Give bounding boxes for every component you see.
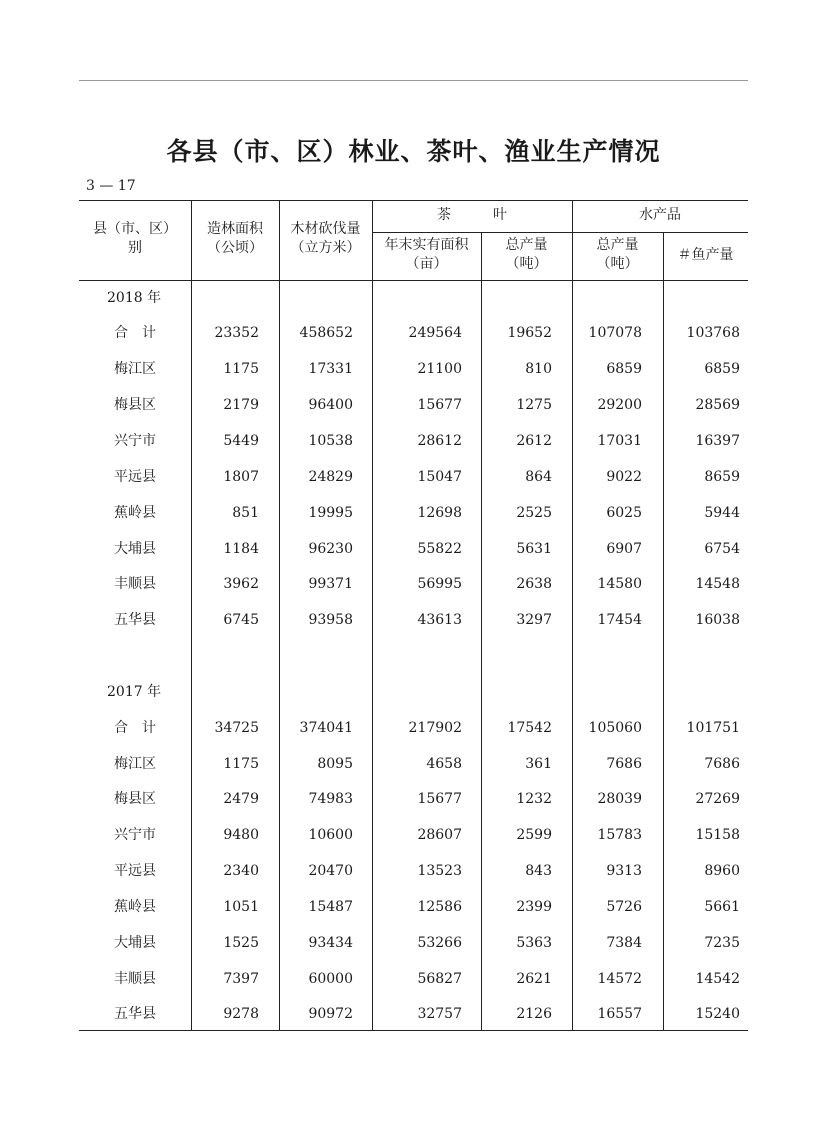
value-cell: 843 <box>525 863 552 879</box>
value-cell: 14572 <box>597 971 642 987</box>
year-label: 2018 年 <box>107 290 162 306</box>
table-row <box>79 933 748 953</box>
value-cell: 8095 <box>317 756 353 772</box>
header-text-line: 县（市、区） <box>93 221 177 237</box>
value-cell: 2599 <box>516 827 552 843</box>
value-cell: 6754 <box>704 541 740 557</box>
value-cell: 56995 <box>417 576 462 592</box>
header-aquatic-group: 水产品 <box>639 207 681 223</box>
value-cell: 810 <box>525 361 552 377</box>
value-cell: 14548 <box>695 576 740 592</box>
value-cell: 9278 <box>223 1006 259 1022</box>
value-cell: 13523 <box>417 863 462 879</box>
value-cell: 12586 <box>417 899 462 915</box>
value-cell: 29200 <box>597 397 642 413</box>
value-cell: 19995 <box>308 505 353 521</box>
header-text-line: 木材砍伐量 <box>290 221 361 237</box>
table-row <box>79 969 748 989</box>
table-row <box>79 897 748 917</box>
county-name-cell: 平远县 <box>114 863 156 879</box>
value-cell: 9022 <box>606 469 642 485</box>
county-name-cell: 大埔县 <box>114 935 156 951</box>
table-row <box>79 539 748 559</box>
table-row <box>79 323 748 343</box>
value-cell: 19652 <box>507 325 552 341</box>
county-name-cell: 五华县 <box>114 612 156 628</box>
value-cell: 6907 <box>606 541 642 557</box>
county-name-cell: 兴宁市 <box>114 433 156 449</box>
value-cell: 2179 <box>223 397 259 413</box>
value-cell: 16038 <box>695 612 740 628</box>
page-title: 各县（市、区）林业、茶叶、渔业生产情况 <box>166 137 661 166</box>
header-text-line: 总产量 <box>505 237 548 253</box>
value-cell: 17031 <box>597 433 642 449</box>
value-cell: 56827 <box>417 971 462 987</box>
value-cell: 1175 <box>223 756 259 772</box>
value-cell: 15158 <box>695 827 740 843</box>
section-year-row <box>79 682 748 702</box>
value-cell: 17331 <box>308 361 353 377</box>
value-cell: 107078 <box>588 325 642 341</box>
value-cell: 6025 <box>606 505 642 521</box>
table-number: 3 — 17 <box>86 178 136 194</box>
table-row <box>79 574 748 594</box>
value-cell: 99371 <box>308 576 353 592</box>
value-cell: 28607 <box>417 827 462 843</box>
value-cell: 43613 <box>417 612 462 628</box>
county-name-cell: 丰顺县 <box>114 576 156 592</box>
page-top-rule <box>79 80 748 81</box>
value-cell: 14542 <box>695 971 740 987</box>
county-name-cell: 梅县区 <box>114 791 156 807</box>
value-cell: 15240 <box>695 1006 740 1022</box>
value-cell: 2621 <box>516 971 552 987</box>
table-row <box>79 431 748 451</box>
value-cell: 2340 <box>223 863 259 879</box>
value-cell: 12698 <box>417 505 462 521</box>
value-cell: 28569 <box>695 397 740 413</box>
value-cell: 28039 <box>597 791 642 807</box>
value-cell: 3962 <box>223 576 259 592</box>
value-cell: 74983 <box>308 791 353 807</box>
value-cell: 1525 <box>223 935 259 951</box>
value-cell: 16557 <box>597 1006 642 1022</box>
table-row <box>79 503 748 523</box>
header-tea-area <box>372 236 481 274</box>
value-cell: 3297 <box>516 612 552 628</box>
value-cell: 17454 <box>597 612 642 628</box>
value-cell: 1275 <box>516 397 552 413</box>
header-text-line: 别 <box>128 240 142 256</box>
value-cell: 7686 <box>606 756 642 772</box>
table-row <box>79 395 748 415</box>
county-name-cell: 合 计 <box>114 720 156 736</box>
value-cell: 2479 <box>223 791 259 807</box>
value-cell: 217902 <box>408 720 462 736</box>
county-name-cell: 梅县区 <box>114 397 156 413</box>
value-cell: 4658 <box>426 756 462 772</box>
table-row <box>79 610 748 630</box>
value-cell: 28612 <box>417 433 462 449</box>
value-cell: 21100 <box>417 361 462 377</box>
table-row <box>79 1004 748 1024</box>
value-cell: 27269 <box>695 791 740 807</box>
county-name-cell: 蕉岭县 <box>114 899 156 915</box>
header-text-line: （亩） <box>405 256 448 272</box>
value-cell: 2612 <box>516 433 552 449</box>
header-tea-output <box>481 236 572 274</box>
value-cell: 17542 <box>507 720 552 736</box>
value-cell: 6859 <box>704 361 740 377</box>
value-cell: 14580 <box>597 576 642 592</box>
header-timber <box>279 220 372 258</box>
value-cell: 7686 <box>704 756 740 772</box>
value-cell: 1175 <box>223 361 259 377</box>
value-cell: 9480 <box>223 827 259 843</box>
value-cell: 2525 <box>516 505 552 521</box>
header-text-line: 造林面积 <box>207 221 263 237</box>
value-cell: 93958 <box>308 612 353 628</box>
value-cell: 1051 <box>223 899 259 915</box>
value-cell: 15677 <box>417 397 462 413</box>
value-cell: 458652 <box>299 325 353 341</box>
value-cell: 864 <box>525 469 552 485</box>
value-cell: 7384 <box>606 935 642 951</box>
header-text-line: （公顷） <box>207 240 263 256</box>
value-cell: 90972 <box>308 1006 353 1022</box>
header-fish-output: ＃鱼产量 <box>677 247 734 263</box>
value-cell: 60000 <box>308 971 353 987</box>
county-name-cell: 平远县 <box>114 469 156 485</box>
value-cell: 374041 <box>299 720 353 736</box>
table-row <box>79 789 748 809</box>
county-name-cell: 大埔县 <box>114 541 156 557</box>
table-row <box>79 825 748 845</box>
value-cell: 6745 <box>223 612 259 628</box>
value-cell: 1184 <box>223 541 259 557</box>
value-cell: 7397 <box>223 971 259 987</box>
header-county <box>79 220 191 258</box>
county-name-cell: 梅江区 <box>114 756 156 772</box>
county-name-cell: 兴宁市 <box>114 827 156 843</box>
header-afforestation <box>191 220 279 258</box>
value-cell: 32757 <box>417 1006 462 1022</box>
value-cell: 5661 <box>704 899 740 915</box>
table-row <box>79 359 748 379</box>
value-cell: 1232 <box>516 791 552 807</box>
value-cell: 15047 <box>417 469 462 485</box>
header-text-line: （吨） <box>505 256 548 272</box>
county-name-cell: 合 计 <box>114 325 156 341</box>
value-cell: 5726 <box>606 899 642 915</box>
value-cell: 5944 <box>704 505 740 521</box>
table-bottom-rule <box>79 1030 748 1031</box>
value-cell: 15487 <box>308 899 353 915</box>
header-tea-group: 茶 叶 <box>437 207 507 223</box>
value-cell: 7235 <box>704 935 740 951</box>
value-cell: 5449 <box>223 433 259 449</box>
table-row <box>79 861 748 881</box>
table-row <box>79 754 748 774</box>
value-cell: 23352 <box>214 325 259 341</box>
value-cell: 16397 <box>695 433 740 449</box>
value-cell: 249564 <box>408 325 462 341</box>
header-text-line: 总产量 <box>596 237 639 253</box>
value-cell: 101751 <box>686 720 740 736</box>
value-cell: 2126 <box>516 1006 552 1022</box>
header-subdivider <box>372 232 748 233</box>
value-cell: 15677 <box>417 791 462 807</box>
value-cell: 10538 <box>308 433 353 449</box>
value-cell: 24829 <box>308 469 353 485</box>
table-row <box>79 467 748 487</box>
value-cell: 8960 <box>704 863 740 879</box>
county-name-cell: 五华县 <box>114 1006 156 1022</box>
value-cell: 105060 <box>588 720 642 736</box>
value-cell: 93434 <box>308 935 353 951</box>
value-cell: 361 <box>525 756 552 772</box>
header-text-line: （吨） <box>596 256 639 272</box>
value-cell: 851 <box>232 505 259 521</box>
value-cell: 20470 <box>308 863 353 879</box>
value-cell: 1807 <box>223 469 259 485</box>
header-text-line: 年末实有面积 <box>384 237 469 253</box>
section-year-row <box>79 288 748 308</box>
header-text-line: （立方米） <box>290 240 361 256</box>
value-cell: 53266 <box>417 935 462 951</box>
value-cell: 5631 <box>516 541 552 557</box>
value-cell: 2638 <box>516 576 552 592</box>
value-cell: 8659 <box>704 469 740 485</box>
value-cell: 96230 <box>308 541 353 557</box>
value-cell: 6859 <box>606 361 642 377</box>
value-cell: 10600 <box>308 827 353 843</box>
table-row <box>79 718 748 738</box>
value-cell: 103768 <box>686 325 740 341</box>
year-label: 2017 年 <box>107 684 162 700</box>
header-aquatic-output <box>572 236 663 274</box>
value-cell: 34725 <box>214 720 259 736</box>
value-cell: 5363 <box>516 935 552 951</box>
county-name-cell: 丰顺县 <box>114 971 156 987</box>
county-name-cell: 蕉岭县 <box>114 505 156 521</box>
value-cell: 55822 <box>417 541 462 557</box>
value-cell: 2399 <box>516 899 552 915</box>
value-cell: 9313 <box>606 863 642 879</box>
value-cell: 15783 <box>597 827 642 843</box>
value-cell: 96400 <box>308 397 353 413</box>
county-name-cell: 梅江区 <box>114 361 156 377</box>
